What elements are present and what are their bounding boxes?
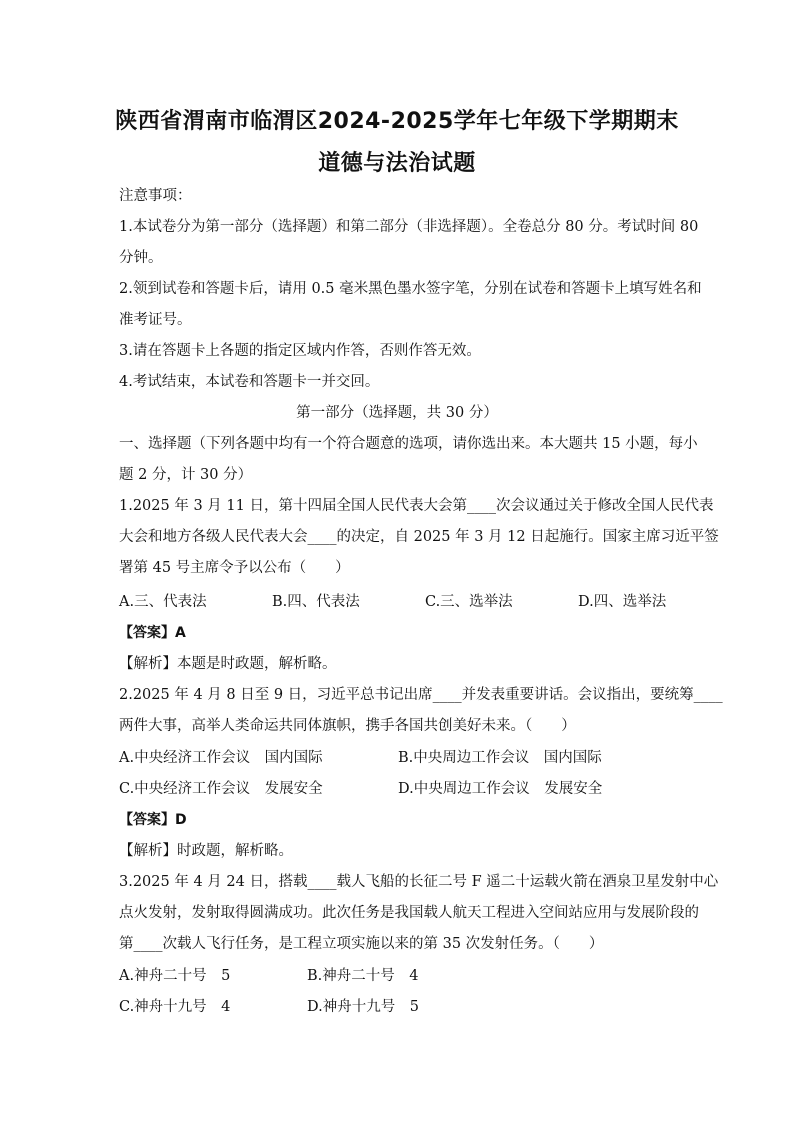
question-2-option-d: D.中央周边工作会议 发展安全	[398, 781, 603, 797]
notice-item-2: 2.领到试卷和答题卡后，请用 0.5 毫米黑色墨水签字笔，分别在试卷和答题卡上填写姓名和	[119, 281, 702, 297]
part1-heading: 第一部分（选择题，共 30 分）	[296, 405, 498, 421]
question-3-option-d: D.神舟十九号 5	[307, 999, 419, 1015]
question-3-line2: 点火发射，发射取得圆满成功。此次任务是我国载人航天工程进入空间站应用与发展阶段的	[119, 905, 699, 921]
notice-heading: 注意事项：	[119, 188, 192, 204]
question-3-option-a: A.神舟二十号 5	[119, 968, 231, 984]
question-2-option-b: B.中央周边工作会议 国内国际	[398, 750, 602, 766]
notice-item-1-cont: 分钟。	[119, 250, 163, 266]
notice-item-3: 3.请在答题卡上各题的指定区域内作答，否则作答无效。	[119, 343, 481, 359]
question-3-line1: 3.2025 年 4 月 24 日，搭载____载人飞船的长征二号 F 遥二十运载火箭在酒泉卫星发射中心	[119, 874, 719, 890]
question-2-answer: 【答案】D	[119, 812, 187, 828]
question-1-line2: 大会和地方各级人民代表大会____的决定，自 2025 年 3 月 12 日起施行。国家主席习近平签	[119, 529, 719, 545]
question-2-line2: 两件大事，高举人类命运共同体旗帜，携手各国共创美好未来。（ ）	[119, 718, 576, 734]
question-3-line3: 第____次载人飞行任务，是工程立项实施以来的第 35 次发射任务。（ ）	[119, 936, 604, 952]
notice-item-1: 1.本试卷分为第一部分（选择题）和第二部分（非选择题）。全卷总分 80 分。考试时间 80	[119, 219, 699, 235]
question-1-option-c: C.三、选举法	[425, 594, 513, 610]
question-1-line3: 署第 45 号主席令予以公布（ ）	[119, 560, 350, 576]
question-2-option-c: C.中央经济工作会议 发展安全	[119, 781, 323, 797]
question-3-option-b: B.神舟二十号 4	[307, 968, 419, 984]
notice-item-4: 4.考试结束，本试卷和答题卡一并交回。	[119, 374, 380, 390]
section-instructions: 一、选择题（下列各题中均有一个符合题意的选项，请你选出来。本大题共 15 小题，每小	[119, 436, 698, 452]
question-2-line1: 2.2025 年 4 月 8 日至 9 日，习近平总书记出席____并发表重要讲话。会议指出，要统筹____	[119, 687, 723, 703]
exam-title-line1: 陕西省渭南市临渭区2024-2025学年七年级下学期期末	[115, 109, 679, 134]
question-1-option-d: D.四、选举法	[578, 594, 667, 610]
question-3-option-c: C.神舟十九号 4	[119, 999, 231, 1015]
question-2-analysis: 【解析】时政题，解析略。	[119, 843, 293, 859]
question-1-analysis: 【解析】本题是时政题，解析略。	[119, 656, 337, 672]
question-1-line1: 1.2025 年 3 月 11 日，第十四届全国人民代表大会第____次会议通过关于修改全国人民代表	[119, 498, 714, 514]
section-instructions-cont: 题 2 分，计 30 分）	[119, 467, 253, 483]
exam-title-line2: 道德与法治试题	[318, 151, 476, 176]
question-1-option-b: B.四、代表法	[272, 594, 360, 610]
question-1-option-a: A.三、代表法	[119, 594, 207, 610]
question-1-answer: 【答案】A	[119, 625, 186, 641]
notice-item-2-cont: 准考证号。	[119, 312, 192, 328]
question-2-option-a: A.中央经济工作会议 国内国际	[119, 750, 323, 766]
